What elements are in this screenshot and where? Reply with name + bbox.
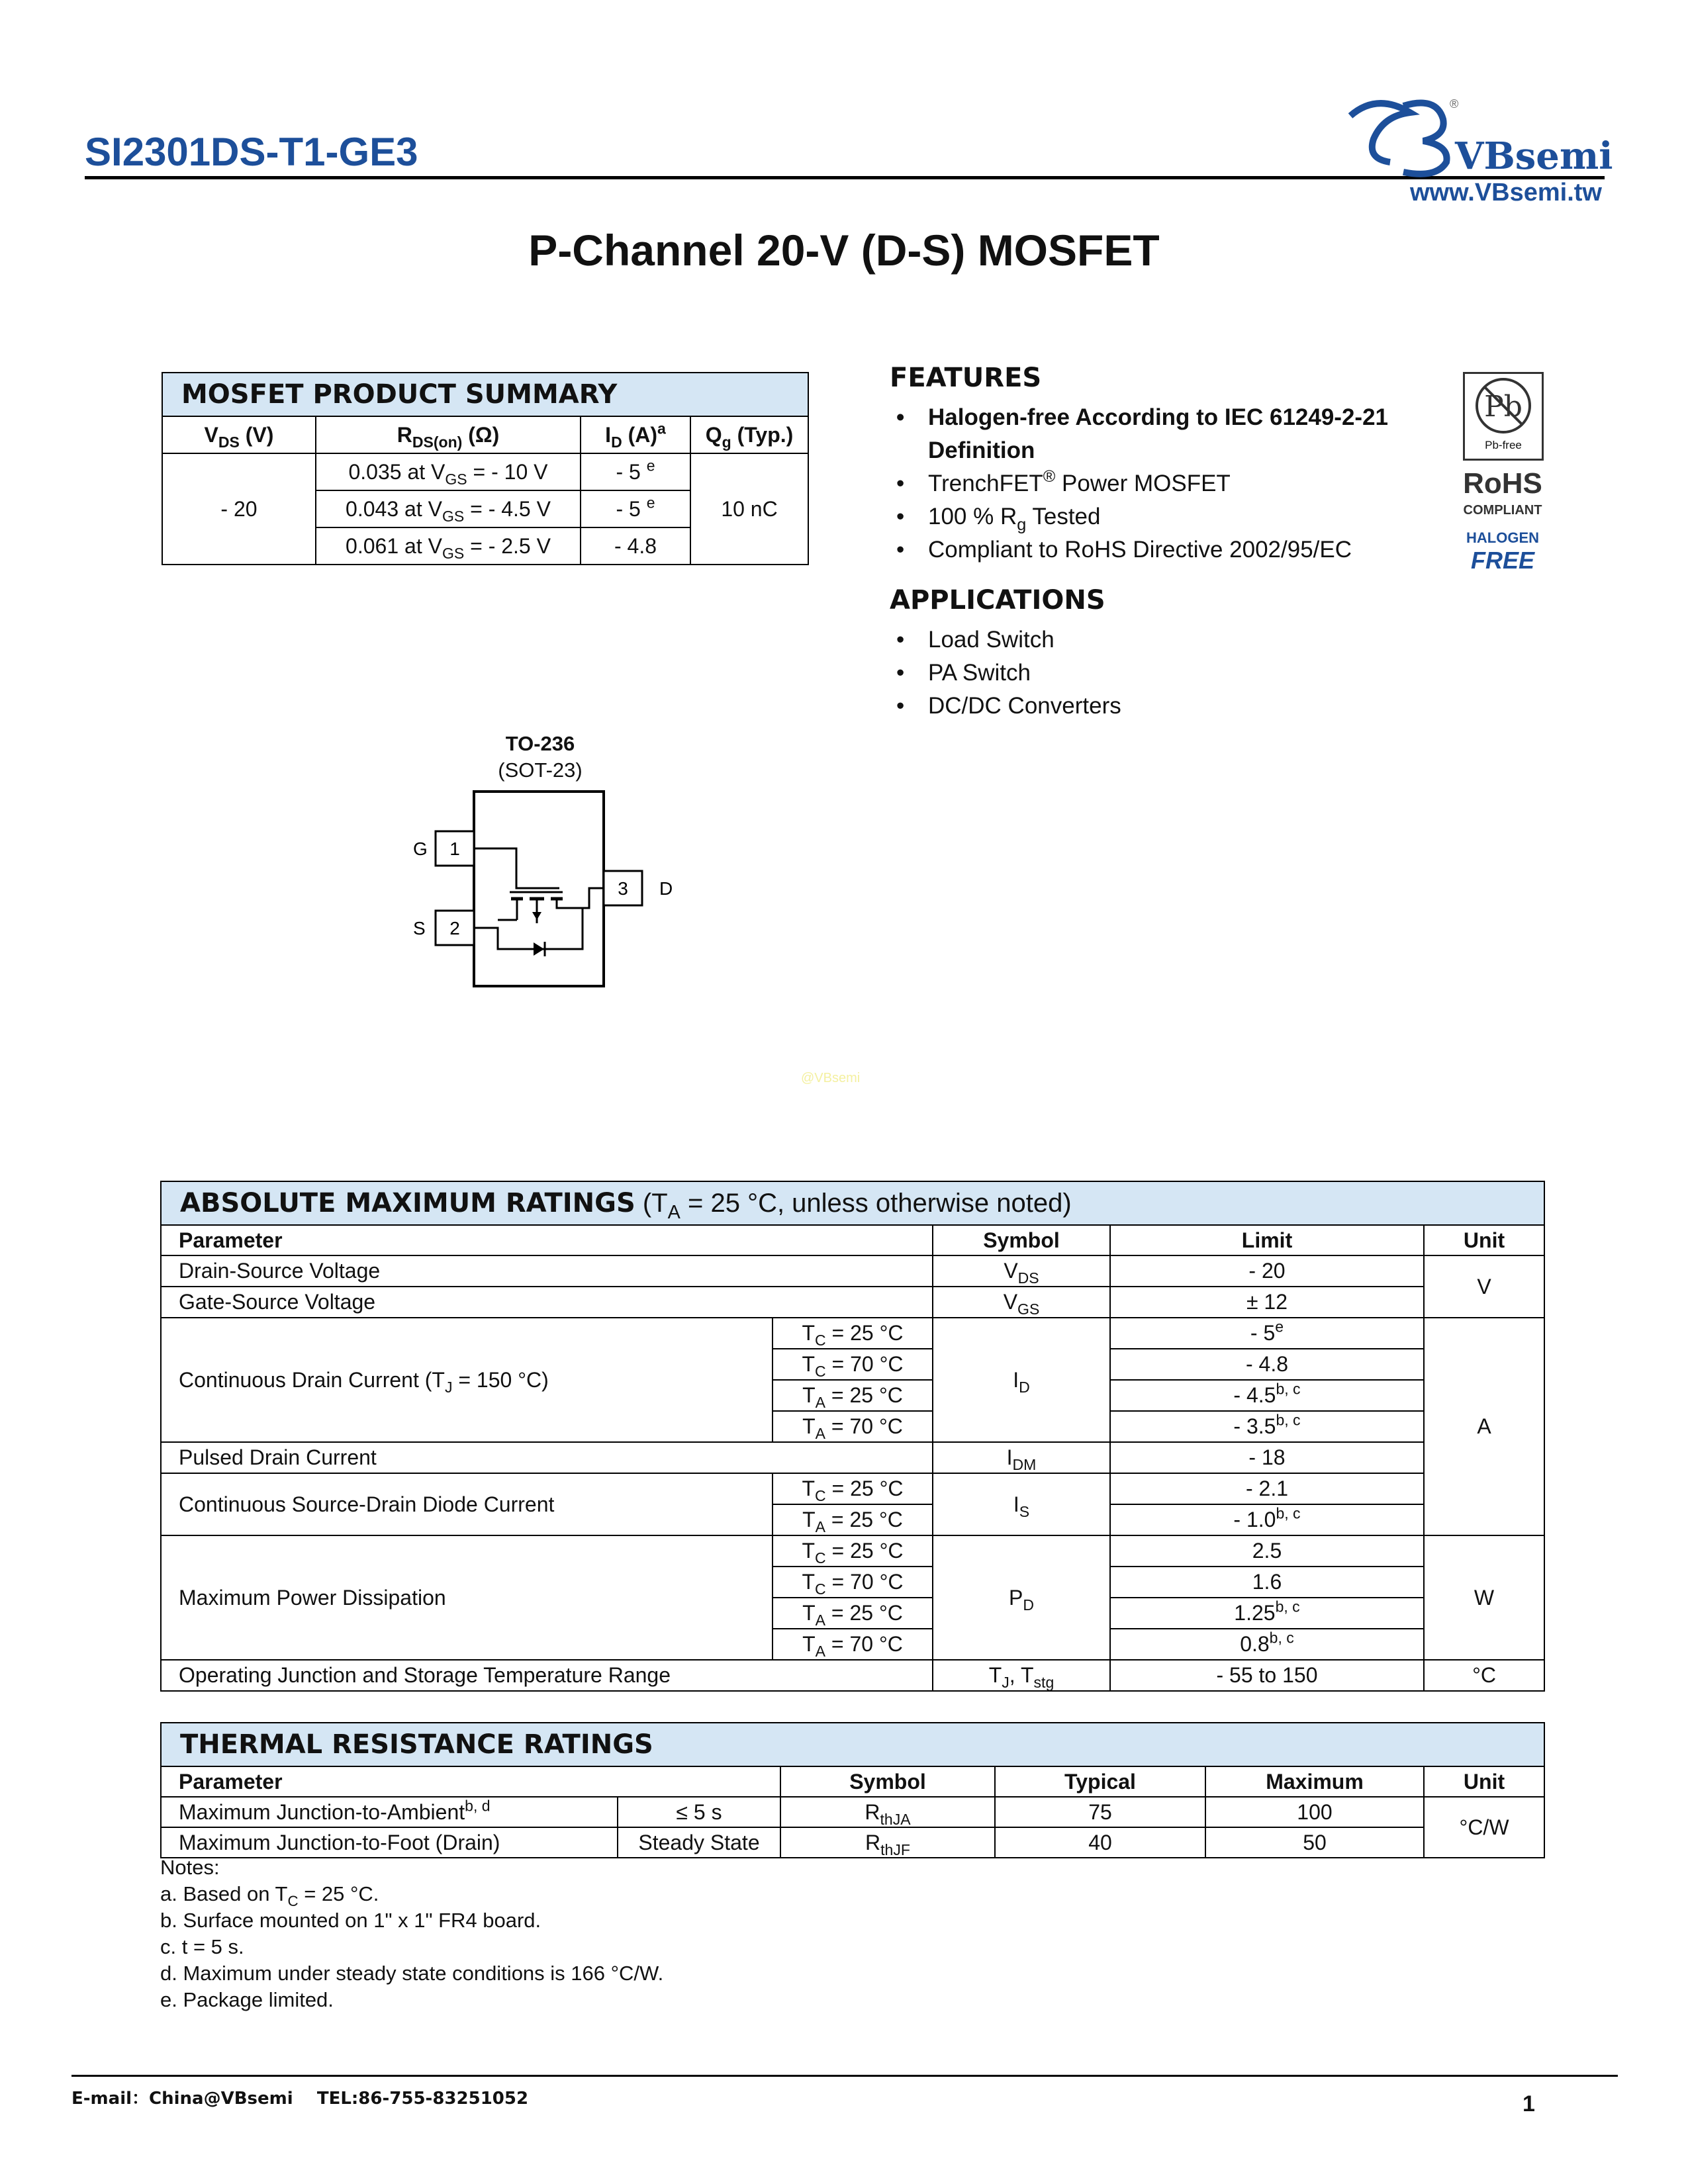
thermal-header-parameter: Parameter [161, 1766, 780, 1797]
part-number: SI2301DS-T1-GE3 [85, 130, 418, 174]
cond-ta25: $T_A = 25$ °C [773, 1380, 933, 1411]
feature-rohs: • Compliant to RoHS Directive 2002/95/EC [890, 533, 1452, 567]
param-drain-source: Drain-Source Voltage [161, 1255, 933, 1287]
rohs-compliant: COMPLIANT [1463, 503, 1542, 518]
limit-vds: - 20 [1110, 1255, 1424, 1287]
note-a: a. Based on $T_C = 25$ °C. [160, 1882, 379, 1909]
pb-free-badge [1463, 372, 1544, 461]
symbol-tj-tstg: $T_J$, $T_{stg}$ [933, 1660, 1110, 1691]
id-row-2: - 5 $^e$ [581, 490, 690, 527]
thermal-header-typical: Typical [995, 1766, 1205, 1797]
limit-id-3: - 4.5$^{b, c}$ [1110, 1380, 1424, 1411]
limit-idm: - 18 [1110, 1442, 1424, 1473]
limit-is-1: - 2.1 [1110, 1473, 1424, 1504]
rds-row-2: 0.043 at $V_{GS}$ = - 4.5 V [316, 490, 581, 527]
note-d: d. Maximum under steady state conditions is 166 °C/W. [160, 1962, 664, 1985]
pb-free-icon [1465, 374, 1542, 440]
limit-pd-4: 0.8$^{b, c}$ [1110, 1629, 1424, 1660]
svg-text:3: 3 [618, 878, 628, 899]
svg-text:VBsemi: VBsemi [1455, 134, 1613, 178]
note-c: c. t = 5 s. [160, 1935, 244, 1958]
thermal-cond-steady: Steady State [618, 1827, 780, 1858]
limit-vgs: ± 12 [1110, 1287, 1424, 1318]
abs-header-unit: Unit [1424, 1225, 1544, 1255]
document-title: P-Channel 20-V (D-S) MOSFET [528, 226, 1160, 275]
unit-celsius: °C [1424, 1660, 1544, 1691]
param-continuous-drain: Continuous Drain Current ($T_J = 150$ °C) [161, 1318, 773, 1442]
svg-text:D: D [659, 878, 673, 899]
thermal-unit: °C/W [1424, 1797, 1544, 1858]
id-row-1: - 5 $^e$ [581, 453, 690, 490]
param-pulsed-drain: Pulsed Drain Current [161, 1442, 933, 1473]
sot23-package-diagram [397, 788, 688, 999]
abs-header-symbol: Symbol [933, 1225, 1110, 1255]
param-gate-source: Gate-Source Voltage [161, 1287, 933, 1318]
thermal-caption: THERMAL RESISTANCE RATINGS [161, 1723, 1544, 1766]
thermal-resistance-table [160, 1722, 1545, 1858]
feature-trenchfet: • TrenchFET® Power MOSFET [890, 467, 1452, 500]
svg-text:G: G [413, 839, 428, 859]
watermark: @VBsemi [801, 1071, 861, 1085]
symbol-idm: $I_{DM}$ [933, 1442, 1110, 1473]
qg-value: 10 nC [690, 453, 808, 565]
limit-pd-1: 2.5 [1110, 1535, 1424, 1567]
vbsemi-logo [1337, 89, 1615, 189]
features-heading: FEATURES [890, 363, 1042, 393]
cond-ta70: $T_A = 70$ °C [773, 1411, 933, 1442]
limit-pd-3: 1.25$^{b, c}$ [1110, 1598, 1424, 1629]
limit-is-2: - 1.0$^{b, c}$ [1110, 1504, 1424, 1535]
limit-temperature: - 55 to 150 [1110, 1660, 1424, 1691]
thermal-header-maximum: Maximum [1205, 1766, 1424, 1797]
limit-id-1: - 5e [1110, 1318, 1424, 1349]
thermal-param-foot: Maximum Junction-to-Foot (Drain) [161, 1827, 618, 1858]
abs-header-limit: Limit [1110, 1225, 1424, 1255]
note-e: e. Package limited. [160, 1988, 334, 2011]
notes-title: Notes: [160, 1856, 220, 1879]
cond-tc70: $T_C = 70$ °C [773, 1349, 933, 1380]
cond-tc25: $T_C = 25$ °C [773, 1473, 933, 1504]
abs-header-parameter: Parameter [161, 1225, 933, 1255]
absolute-maximum-ratings-table [160, 1181, 1545, 1692]
thermal-header-unit: Unit [1424, 1766, 1544, 1797]
package-name: TO-236 [505, 732, 575, 755]
symbol-rthjf: $R_{thJF}$ [780, 1827, 995, 1858]
application-item: • Load Switch [890, 623, 1452, 657]
id-row-3: - 4.8 [581, 527, 690, 565]
thermal-param-ambient: Maximum Junction-to-Ambient$^{b, d}$ [161, 1797, 618, 1827]
rds-row-3: 0.061 at $V_{GS}$ = - 2.5 V [316, 527, 581, 565]
thermal-typ-foot: 40 [995, 1827, 1205, 1858]
cond-ta25: $T_A = 25$ °C [773, 1504, 933, 1535]
cond-ta25: $T_A = 25$ °C [773, 1598, 933, 1629]
rds-row-1: 0.035 at $V_{GS}$ = - 10 V [316, 453, 581, 490]
application-item: • DC/DC Converters [890, 690, 1452, 723]
param-temperature-range: Operating Junction and Storage Temperature Range [161, 1660, 933, 1691]
symbol-pd: $P_D$ [933, 1535, 1110, 1660]
svg-text:®: ® [1450, 97, 1459, 111]
limit-pd-2: 1.6 [1110, 1567, 1424, 1598]
unit-watts: W [1424, 1535, 1544, 1660]
thermal-max-ambient: 100 [1205, 1797, 1424, 1827]
header-id: $I_D$ $(A)^a$ [581, 416, 690, 453]
features-list [890, 401, 1452, 567]
unit-volts: V [1424, 1255, 1544, 1318]
param-diode-current: Continuous Source-Drain Diode Current [161, 1473, 773, 1535]
symbol-vgs: $V_{GS}$ [933, 1287, 1110, 1318]
header-rds: $R_{DS(on)}$ (Ω) [316, 416, 581, 453]
thermal-header-symbol: Symbol [780, 1766, 995, 1797]
header-vds: $V_{DS}$ (V) [162, 416, 316, 453]
symbol-rthja: $R_{thJA}$ [780, 1797, 995, 1827]
note-b: b. Surface mounted on 1" x 1" FR4 board. [160, 1909, 541, 1932]
param-power-dissipation: Maximum Power Dissipation [161, 1535, 773, 1660]
svg-text:S: S [413, 918, 426, 938]
feature-rg-tested: • 100 % $R_g$ Tested [890, 500, 1452, 533]
svg-text:Pb: Pb [1484, 390, 1523, 424]
halogen-free: FREE [1470, 547, 1534, 574]
svg-text:2: 2 [449, 918, 460, 938]
thermal-typ-ambient: 75 [995, 1797, 1205, 1827]
footer-divider [71, 2075, 1618, 2077]
application-item: • PA Switch [890, 657, 1452, 690]
unit-amps: A [1424, 1318, 1544, 1535]
cond-tc25: $T_C = 25$ °C [773, 1318, 933, 1349]
package-alt-name: (SOT-23) [498, 758, 583, 782]
symbol-vds: $V_{DS}$ [933, 1255, 1110, 1287]
thermal-max-foot: 50 [1205, 1827, 1424, 1858]
cond-tc70: $T_C = 70$ °C [773, 1567, 933, 1598]
svg-text:1: 1 [449, 839, 460, 859]
abs-max-caption: ABSOLUTE MAXIMUM RATINGS ($T_A = 25$ °C, unless otherwise noted) [161, 1181, 1544, 1225]
product-summary-table [162, 372, 809, 565]
symbol-id: $I_D$ [933, 1318, 1110, 1442]
feature-halogen-free: • Halogen-free According to IEC 61249-2-21 Definition [890, 401, 1452, 467]
symbol-is: $I_S$ [933, 1473, 1110, 1535]
applications-heading: APPLICATIONS [890, 585, 1105, 615]
cond-tc25: $T_C = 25$ °C [773, 1535, 933, 1567]
notes-block [160, 1854, 663, 2013]
header-qg: $Q_g$ (Typ.) [690, 416, 808, 453]
website-link[interactable]: www.VBsemi.tw [1410, 179, 1602, 206]
limit-id-2: - 4.8 [1110, 1349, 1424, 1380]
pb-free-label: Pb-free [1485, 439, 1522, 451]
limit-id-4: - 3.5$^{b, c}$ [1110, 1411, 1424, 1442]
vds-value: - 20 [162, 453, 316, 565]
rohs-label: RoHS [1463, 467, 1542, 500]
cond-ta70: $T_A = 70$ °C [773, 1629, 933, 1660]
summary-caption: MOSFET PRODUCT SUMMARY [162, 373, 808, 416]
footer-contact: E-mail：China@VBsemi TEL:86-755-83251052 [71, 2089, 529, 2109]
applications-list [890, 623, 1452, 723]
page-number: 1 [1523, 2091, 1535, 2116]
halogen-label: HALOGEN [1466, 529, 1539, 546]
thermal-cond-5s: ≤ 5 s [618, 1797, 780, 1827]
